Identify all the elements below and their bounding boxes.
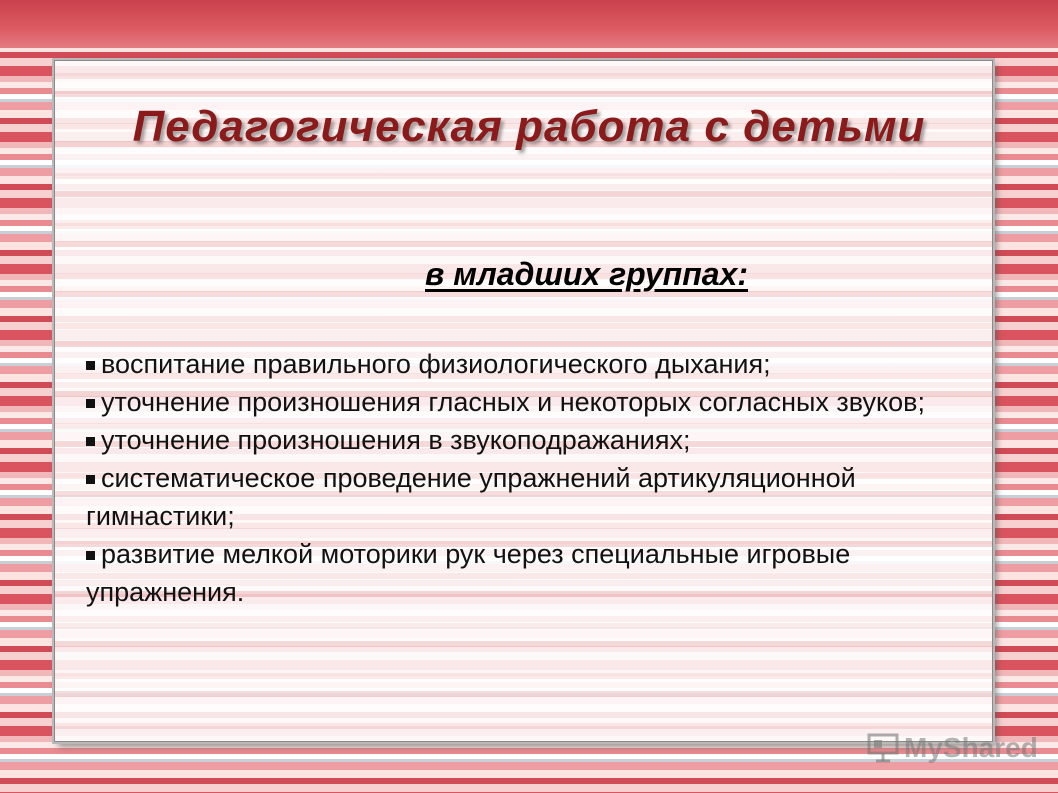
square-bullet-icon — [86, 475, 95, 484]
square-bullet-icon — [86, 551, 95, 560]
bullet-text: уточнение произношения гласных и некоторых согласных звуков; — [101, 387, 925, 417]
bullet-text: воспитание правильного физиологического дыхания; — [101, 349, 771, 379]
bullet-list — [86, 345, 976, 611]
square-bullet-icon — [86, 361, 95, 370]
bullet-item — [86, 421, 976, 459]
bullet-item — [86, 535, 976, 611]
bullet-text: уточнение произношения в звукоподражаниях; — [101, 425, 691, 455]
myshared-watermark[interactable] — [866, 728, 1038, 768]
slide-title: Педагогическая работа с детьми — [132, 102, 926, 151]
presentation-board-icon — [866, 732, 900, 764]
bullet-item — [86, 383, 976, 421]
square-bullet-icon — [86, 399, 95, 408]
bullet-text: систематическое проведение упражнений артикуляционной гимнастики; — [86, 463, 856, 531]
bullet-item — [86, 459, 976, 535]
bullet-text: развитие мелкой моторики рук через специальные игровые упражнения. — [86, 539, 851, 607]
square-bullet-icon — [86, 437, 95, 446]
top-stripe-band — [0, 0, 1058, 48]
bullet-item — [86, 345, 976, 383]
watermark-text: MyShared — [904, 732, 1038, 763]
slide-subtitle: в младших группах: — [425, 256, 748, 292]
